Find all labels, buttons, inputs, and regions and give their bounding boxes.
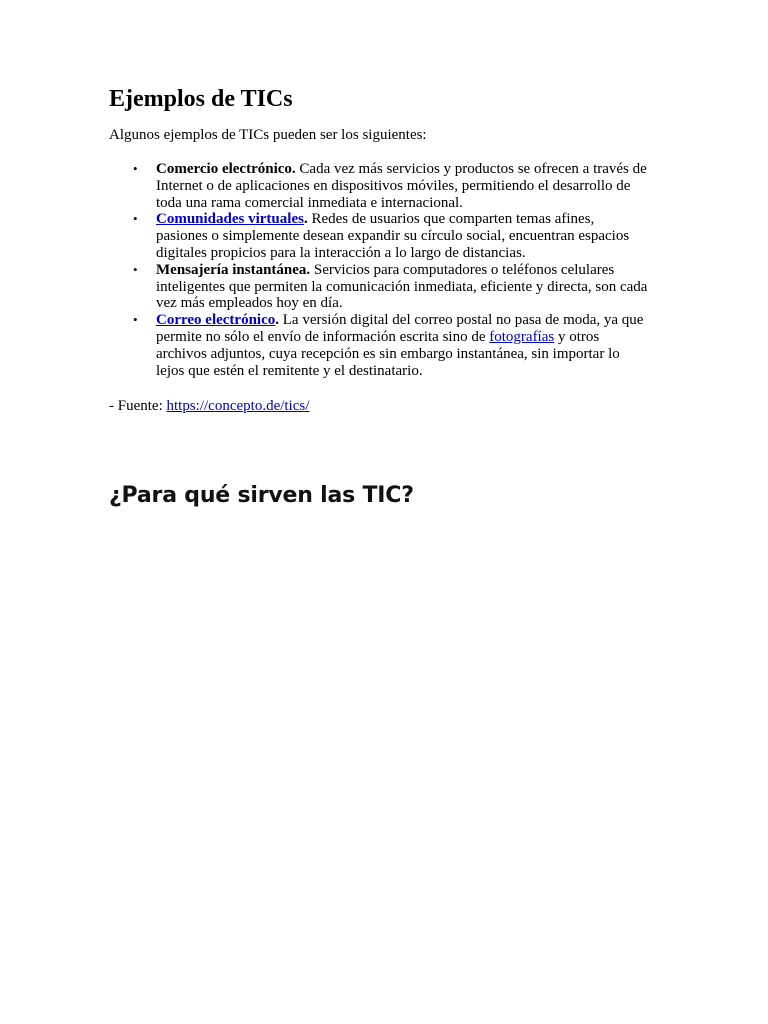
list-item xyxy=(109,211,649,261)
section-heading: Ejemplos de TICs xyxy=(109,86,293,112)
item-description: Redes de usuarios que comparten temas afines, pasiones o simplemente desean expandir su círculo social, encuentran espacios digitales propicios para la interacción a lo largo de distancias. xyxy=(156,211,630,261)
comunidades-virtuales-link[interactable]: Comunidades virtuales xyxy=(156,211,304,228)
bullet-icon: • xyxy=(133,261,138,277)
item-term: Comercio electrónico. xyxy=(156,161,296,177)
list-item xyxy=(109,262,649,312)
fotografias-link[interactable]: fotografías xyxy=(489,328,555,345)
examples-list xyxy=(109,161,649,379)
intro-paragraph: Algunos ejemplos de TICs pueden ser los siguientes: xyxy=(109,127,427,143)
bullet-icon: • xyxy=(133,161,138,176)
item-description: Servicios para computadores o teléfonos celulares inteligentes que permiten la comunicación inmediata, eficiente y directa, son cada vez más empleados hoy en día. xyxy=(156,261,648,312)
list-item xyxy=(109,312,649,379)
list-item xyxy=(109,161,649,211)
source-url-link[interactable]: https://concepto.de/tics/ xyxy=(166,398,310,414)
item-description-start: La versión digital del correo postal no pasa de moda, ya que permite no sólo el envío de información escrita sino de xyxy=(156,312,644,345)
source-label: - Fuente: xyxy=(109,398,167,414)
item-description-end: y otros archivos adjuntos, cuya recepción es sin embargo instantánea, sin importar lo lejos que estén el remitente y el destinatario. xyxy=(156,328,620,379)
item-term: Mensajería instantánea. xyxy=(156,261,311,278)
correo-electronico-link[interactable]: Correo electrónico xyxy=(156,312,276,329)
item-term-punct: . xyxy=(303,211,308,228)
section-heading-2: ¿Para qué sirven las TIC? xyxy=(109,483,414,508)
item-description: Cada vez más servicios y productos se ofrecen a través de Internet o de aplicaciones en dispositivos móviles, permitiendo el desarrollo de toda una rama comercial inmediata e internacional. xyxy=(156,161,647,211)
item-term-punct: . xyxy=(275,312,279,329)
bullet-icon: • xyxy=(133,312,138,328)
source-line xyxy=(109,397,309,415)
bullet-icon: • xyxy=(133,211,138,227)
